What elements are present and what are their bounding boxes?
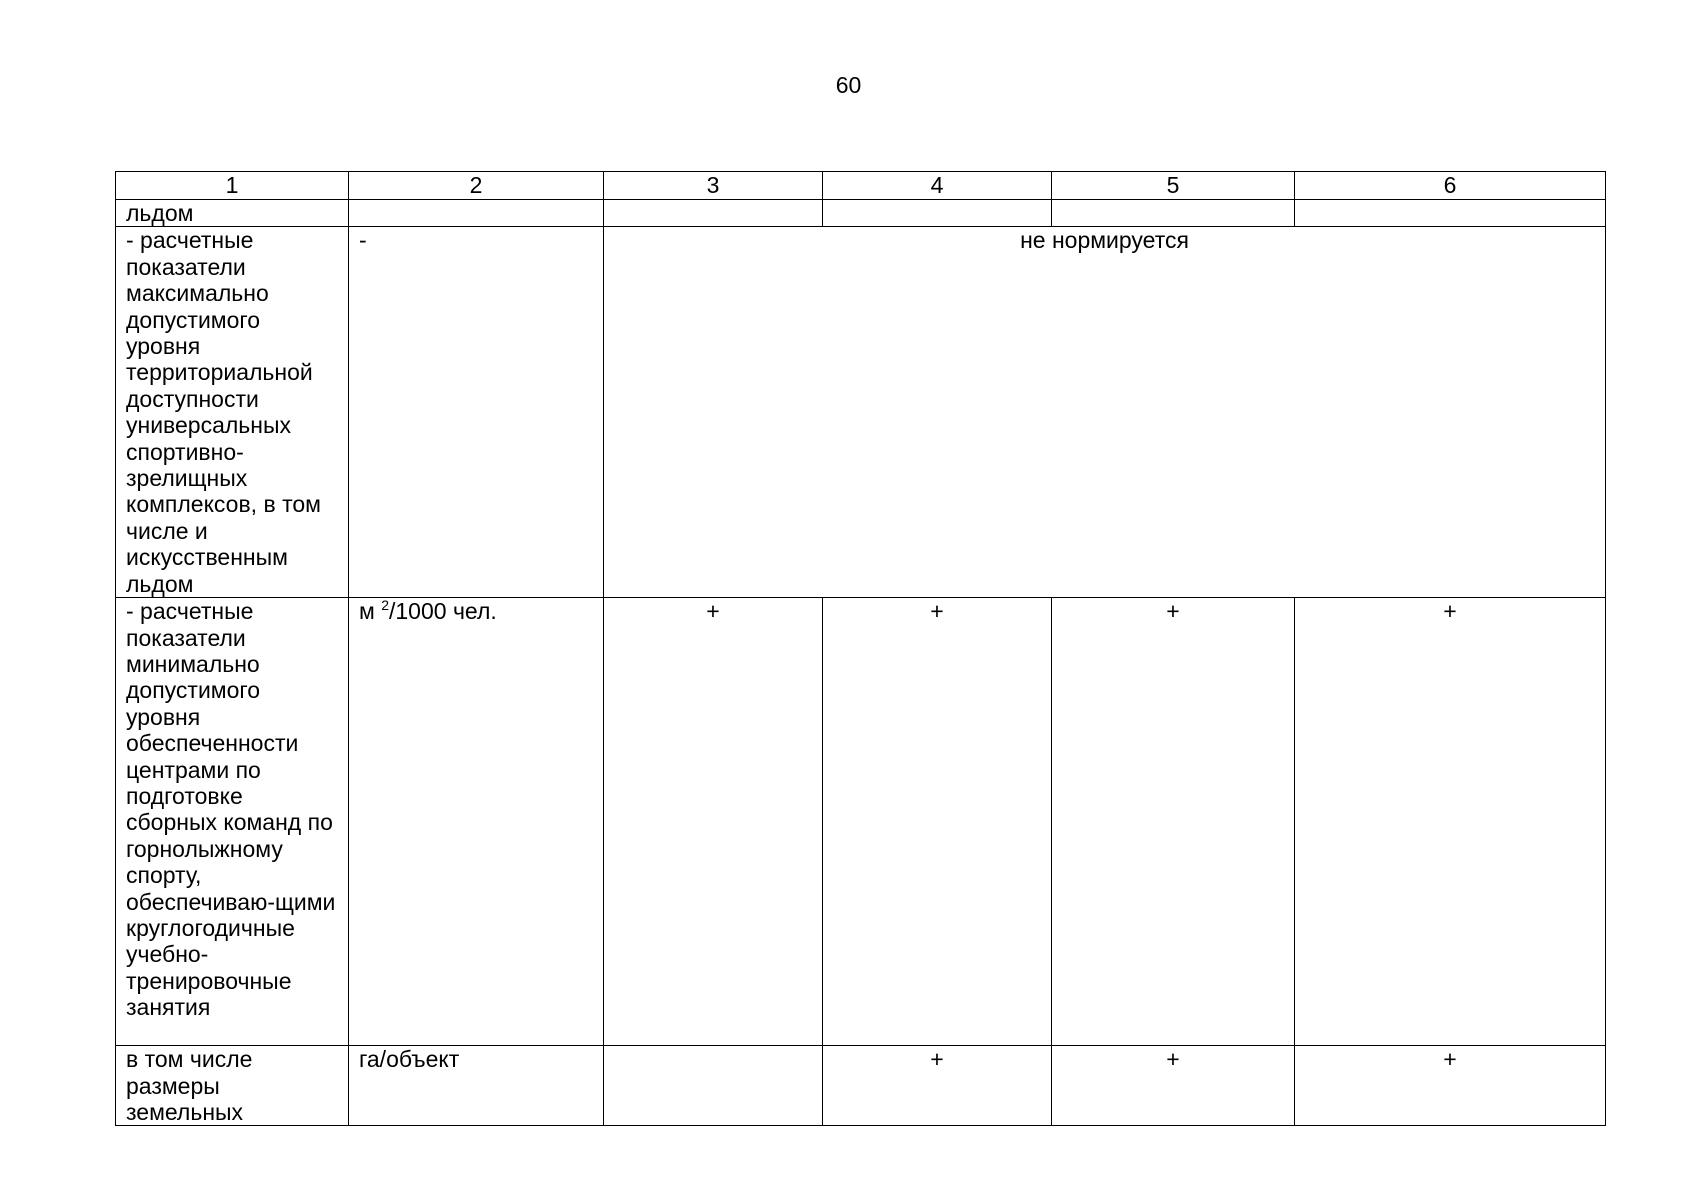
unit-cell: га/объект	[349, 1046, 604, 1126]
header-cell: 6	[1295, 172, 1606, 200]
table-row	[116, 200, 1606, 227]
value-cell: +	[1295, 1046, 1606, 1126]
unit-cell	[349, 200, 604, 227]
value-cell	[823, 200, 1052, 227]
page-number: 60	[835, 72, 862, 98]
table-row	[116, 227, 1606, 598]
value-cell: +	[823, 1046, 1052, 1126]
not-regulated-cell: не нормируется	[604, 227, 1606, 598]
header-cell: 2	[349, 172, 604, 200]
value-cell: +	[823, 598, 1052, 1046]
value-cell	[1052, 200, 1295, 227]
unit-cell: -	[349, 227, 604, 598]
value-cell	[604, 1046, 823, 1126]
unit-cell	[349, 598, 604, 1046]
indicator-cell: в том числе размеры земельных	[116, 1046, 349, 1126]
value-cell: +	[1052, 598, 1295, 1046]
indicator-cell: - расчетные показатели максимально допустимого уровня территориальной доступности универсальных спортивно-зрелищных комплексов, в том числе и искусственным льдом	[116, 227, 349, 598]
table-header-row	[116, 172, 1606, 200]
table-row	[116, 598, 1606, 1046]
indicator-cell: - расчетные показатели минимально допустимого уровня обеспеченности центрами по подготовке сборных команд по горнолыжному спорту, обеспечиваю-щими круглогодичные учебно-тренировочные занятия	[116, 598, 349, 1046]
header-cell: 4	[823, 172, 1052, 200]
unit-exponent: 2	[381, 597, 389, 614]
value-cell	[604, 200, 823, 227]
header-cell: 1	[116, 172, 349, 200]
value-cell: +	[1052, 1046, 1295, 1126]
unit-base: м	[359, 598, 375, 625]
unit-rest: /1000 чел.	[389, 598, 497, 625]
indicator-cell: льдом	[116, 200, 349, 227]
header-cell: 5	[1052, 172, 1295, 200]
value-cell	[1295, 200, 1606, 227]
value-cell: +	[1295, 598, 1606, 1046]
table-row	[116, 1046, 1606, 1126]
header-cell: 3	[604, 172, 823, 200]
norms-table	[115, 171, 1606, 1126]
value-cell: +	[604, 598, 823, 1046]
